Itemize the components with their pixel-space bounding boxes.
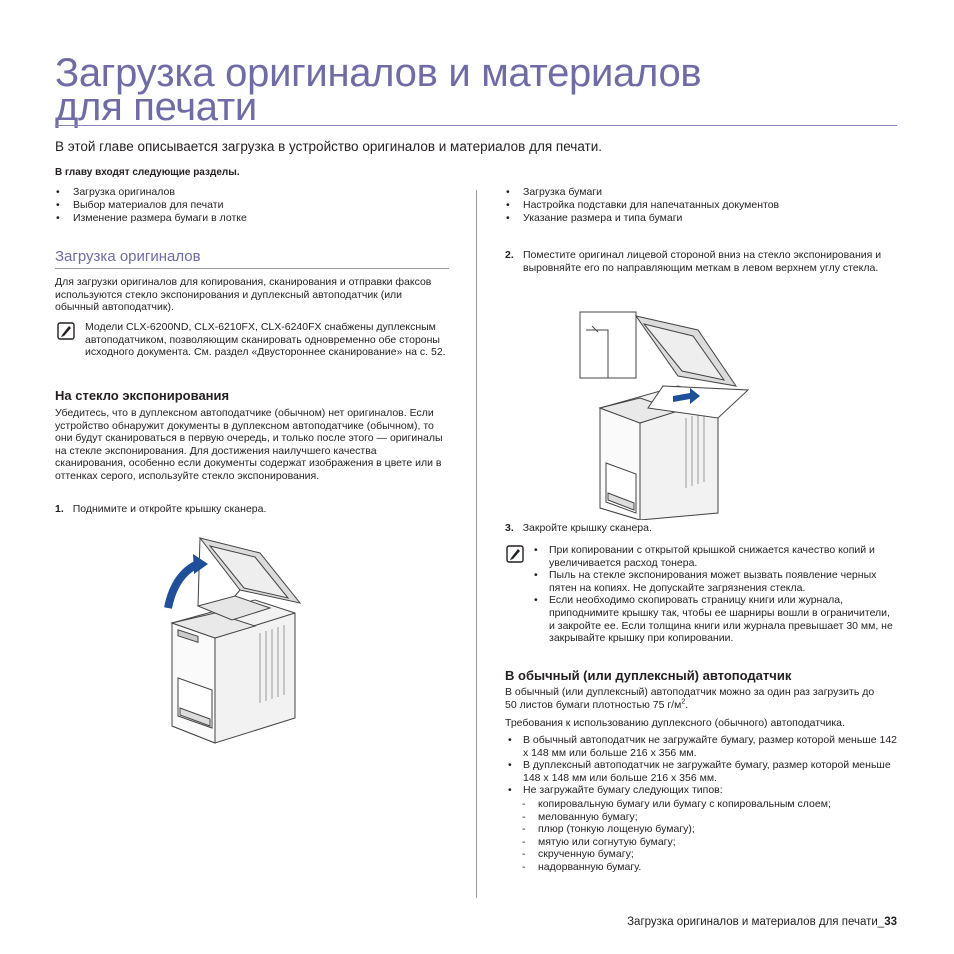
- glass-paragraph: Убедитесь, что в дуплексном автоподатчике (обычном) нет оригиналов. Если устройство обнаружит документы в дуплексном автоподатчике (обычном), то они будут сканироваться в первую очередь, и только после этого — оригиналы на стекле экспонирования. Для достижения наилучшего качества сканирования, особенно если документы содержат изображения в цвете или в оттенках серого, используйте стекло экспонирования.: [55, 407, 443, 482]
- page-title: [55, 51, 702, 129]
- section-rule: [55, 268, 449, 269]
- note-item: • При копировании с открытой крышкой снижается качество копий и увеличивается расход тонера.: [531, 544, 896, 569]
- paper-types-list: [520, 798, 890, 874]
- adf-paragraph-1: [505, 686, 885, 711]
- subsection-title-adf: В обычный (или дуплексный) автоподатчик: [505, 668, 792, 683]
- adf-paragraph-1-text: В обычный (или дуплексный) автоподатчик можно за один раз загрузить до 50 листов бумаги плотностью 75 г/м: [505, 686, 875, 711]
- intro-text: В этой главе описывается загрузка в устройство оригиналов и материалов для печати.: [55, 139, 603, 154]
- note-list: [531, 544, 896, 645]
- contents-list-right: [505, 186, 779, 225]
- subsection-title-glass: На стекло экспонирования: [55, 388, 230, 403]
- step-2: [505, 249, 900, 274]
- footer-text: Загрузка оригиналов и материалов для печати_: [627, 916, 885, 928]
- printer-original-placement-illustration: [578, 308, 753, 520]
- note-item: • Пыль на стекле экспонирования может вызвать появление черных пятен на копиях. Не допускайте загрязнения стекла.: [531, 569, 896, 594]
- title-line-2: для печати: [55, 85, 257, 129]
- column-divider: [476, 190, 477, 898]
- contents-item: • Загрузка оригиналов: [55, 186, 247, 199]
- page-number: 33: [884, 916, 897, 928]
- step-text: Поднимите и откройте крышку сканера.: [72, 503, 267, 515]
- contents-item: • Указание размера и типа бумаги: [505, 212, 779, 225]
- note-icon: [506, 545, 524, 563]
- paper-type: - надорванную бумагу.: [520, 861, 890, 874]
- adf-requirement: • В дуплексный автоподатчик не загружайте бумагу, размер которой меньше 148 x 148 мм или больше 216 x 356 мм.: [505, 759, 900, 784]
- page-footer: [627, 916, 897, 928]
- adf-requirement: • В обычный автоподатчик не загружайте бумагу, размер которой меньше 142 x 148 мм или больше 216 x 356 мм.: [505, 734, 900, 759]
- contents-list-left: [55, 186, 247, 225]
- note-item: • Если необходимо скопировать страницу книги или журнала, приподнимите крышку так, чтобы ее шарниры вошли в ограничители, и закройте ее. Если толщина книги или журнала превышает 30 мм, не закрывайте крышку при копировании.: [531, 594, 896, 644]
- adf-paragraph-2: Требования к использованию дуплексного (обычного) автоподатчика.: [505, 717, 845, 729]
- adf-paragraph-1-end: .: [685, 698, 689, 711]
- contents-item: • Выбор материалов для печати: [55, 199, 247, 212]
- section-title-loading-originals: Загрузка оригиналов: [55, 248, 201, 265]
- paper-type: - плюр (тонкую лощеную бумагу);: [520, 823, 890, 836]
- section-paragraph: Для загрузки оригиналов для копирования, сканирования и отправки факсов используются стекло экспонирования и дуплексный автоподатчик (или обычный автоподатчик).: [55, 276, 432, 314]
- superscript: 2: [681, 698, 686, 706]
- title-rule: [55, 125, 897, 126]
- contents-item: • Изменение размера бумаги в лотке: [55, 212, 247, 225]
- step-text: Поместите оригинал лицевой стороной вниз на стекло экспонирования и выровняйте его по направляющим меткам в левом верхнем углу стекла.: [523, 249, 882, 274]
- step-1: [55, 503, 266, 516]
- paper-type: - копировальную бумагу или бумагу с копировальным слоем;: [520, 798, 890, 811]
- paper-type: - мятую или согнутую бумагу;: [520, 836, 890, 849]
- paper-type: - мелованную бумагу;: [520, 811, 890, 824]
- step-number: 1.: [55, 503, 64, 515]
- step-3: [505, 522, 652, 535]
- contents-item: • Настройка подставки для напечатанных документов: [505, 199, 779, 212]
- adf-requirements-list: [505, 734, 900, 797]
- step-number: 2.: [505, 249, 514, 261]
- step-number: 3.: [505, 522, 514, 534]
- step-text: Закройте крышку сканера.: [522, 522, 652, 534]
- adf-requirement: • Не загружайте бумагу следующих типов:: [505, 784, 900, 797]
- paper-type: - скрученную бумагу;: [520, 848, 890, 861]
- note-icon: [57, 322, 75, 340]
- printer-open-lid-illustration: [160, 528, 305, 753]
- contents-item: • Загрузка бумаги: [505, 186, 779, 199]
- chapter-contents-heading: В главу входят следующие разделы.: [55, 167, 240, 178]
- title-line-1: Загрузка оригиналов и материалов: [55, 51, 702, 95]
- note-text: Модели CLX-6200ND, CLX-6210FX, CLX-6240FX снабжены дуплексным автоподатчиком, позволяющим сканировать одновременно обе стороны исходного документа. См. раздел «Двустороннее сканирование» на с. 52.: [85, 321, 446, 359]
